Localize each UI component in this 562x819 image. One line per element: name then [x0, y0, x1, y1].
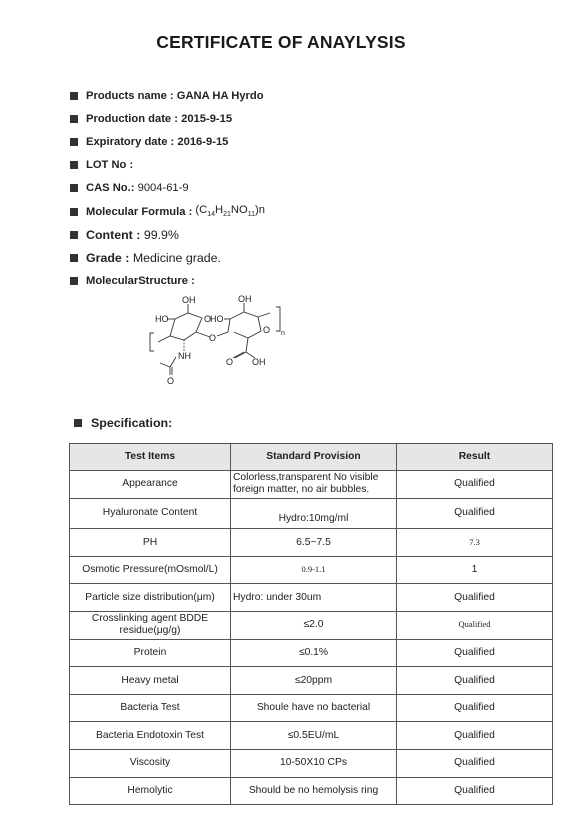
cell-result: Qualified — [397, 584, 553, 612]
cell-test-item: Osmotic Pressure(mOsmol/L) — [70, 556, 231, 584]
bond — [160, 363, 170, 367]
cell-standard: ≤2.0 — [231, 611, 397, 639]
cas-no-value: 9004-61-9 — [134, 182, 189, 195]
cell-result: Qualified — [397, 471, 553, 499]
label-ho-1: HO — [155, 314, 169, 324]
label-nh: NH — [178, 351, 191, 361]
bullet-square-icon — [70, 277, 78, 285]
formula-part: NO — [230, 204, 248, 217]
table-row — [70, 529, 553, 557]
table-row — [70, 694, 553, 722]
label-o-acetyl: O — [167, 376, 175, 386]
info-grade — [70, 246, 265, 269]
info-content — [70, 223, 265, 246]
label-o-carboxyl: O — [226, 357, 234, 367]
info-molecular-formula — [70, 200, 265, 223]
cell-result: Qualified — [397, 611, 553, 639]
cell-result: 1 — [397, 556, 553, 584]
bracket-left — [150, 333, 154, 351]
label-oh-1: OH — [182, 295, 196, 305]
bond — [170, 357, 176, 367]
cell-test-item: Bacteria Test — [70, 694, 231, 722]
table-header-row — [70, 444, 553, 471]
cell-standard: 6.5~7.5 — [231, 529, 397, 557]
table-row — [70, 471, 553, 499]
molecular-structure-diagram — [140, 291, 290, 387]
label-ho-2: HO — [210, 314, 224, 324]
cell-test-item: Viscosity — [70, 749, 231, 777]
bullet-square-icon — [70, 231, 78, 239]
cell-standard: Should be no hemolysis ring — [231, 777, 397, 805]
bond — [258, 313, 270, 317]
expiratory-date-text: Expiratory date : 2016-9-15 — [86, 135, 229, 148]
bond — [235, 352, 246, 358]
label-n-subscript: n — [281, 330, 285, 337]
info-expiratory-date — [70, 130, 265, 153]
info-molecular-structure — [70, 270, 265, 293]
cell-test-item: Appearance — [70, 471, 231, 499]
cell-test-item: Hyaluronate Content — [70, 498, 231, 529]
specification-heading-text: Specification: — [91, 416, 173, 430]
formula-part: H — [215, 204, 224, 217]
bullet-square-icon — [70, 254, 78, 262]
bond — [246, 338, 248, 352]
cell-standard: Shoule have no bacterial — [231, 694, 397, 722]
formula-part: (C — [192, 204, 208, 217]
bullet-square-icon — [70, 138, 78, 146]
table-row — [70, 584, 553, 612]
label-o-link: O — [209, 333, 217, 343]
formula-sub-o: 11 — [247, 211, 255, 219]
cell-standard: Hydro: under 30um — [231, 584, 397, 612]
specification-table — [69, 443, 553, 805]
label-o-ring-1: O — [204, 314, 212, 324]
molecular-formula-value — [192, 204, 265, 218]
cell-result: Qualified — [397, 694, 553, 722]
lot-no-label: LOT No : — [86, 159, 134, 172]
bullet-square-icon — [70, 92, 78, 100]
cell-result: Qualified — [397, 639, 553, 667]
cell-test-item: PH — [70, 529, 231, 557]
label-oh-carboxyl: OH — [252, 357, 266, 367]
bullet-square-icon — [74, 419, 82, 427]
bullet-square-icon — [70, 161, 78, 169]
cell-standard: Hydro:10mg/ml — [231, 498, 397, 529]
table-row — [70, 556, 553, 584]
molecular-structure-label: MolecularStructure : — [86, 275, 195, 288]
document-title: CERTIFICATE OF ANAYLYSIS — [156, 32, 406, 52]
bond — [196, 332, 210, 337]
molecular-formula-label: Molecular Formula : — [86, 205, 193, 218]
cas-no-label: CAS No.: — [86, 182, 135, 195]
cell-test-item: Protein — [70, 639, 231, 667]
bracket-right — [276, 307, 280, 331]
cell-result: 7.3 — [397, 529, 553, 557]
bullet-square-icon — [70, 115, 78, 123]
table-row — [70, 777, 553, 805]
table-row — [70, 667, 553, 695]
specification-heading — [74, 416, 172, 430]
info-cas-no — [70, 177, 265, 200]
product-info-list — [70, 84, 265, 293]
grade-value: Medicine grade. — [129, 250, 221, 265]
table-row — [70, 611, 553, 639]
bullet-square-icon — [70, 208, 78, 216]
cell-result: Qualified — [397, 498, 553, 529]
content-label: Content : — [86, 227, 141, 242]
cell-result: Qualified — [397, 749, 553, 777]
table-row — [70, 749, 553, 777]
column-header-result: Result — [397, 444, 553, 471]
grade-label: Grade : — [86, 250, 130, 265]
cell-standard: ≤20ppm — [231, 667, 397, 695]
cell-standard: 10-50X10 CPs — [231, 749, 397, 777]
cell-test-item: Crosslinking agent BDDE residue(μg/g) — [70, 611, 231, 639]
column-header-standard-provision: Standard Provision — [231, 444, 397, 471]
label-oh-2: OH — [238, 294, 252, 304]
column-header-test-items: Test Items — [70, 444, 231, 471]
formula-part: )n — [254, 204, 265, 217]
cell-standard: Colorless,transparent No visible foreign matter, no air bubbles. — [231, 471, 397, 499]
cell-result: Qualified — [397, 667, 553, 695]
info-production-date — [70, 107, 265, 130]
production-date-text: Production date : 2015-9-15 — [86, 112, 233, 125]
cell-test-item: Bacteria Endotoxin Test — [70, 722, 231, 750]
info-products — [70, 84, 265, 107]
content-value: 99.9% — [140, 227, 179, 242]
bond — [233, 352, 244, 358]
cell-standard: ≤0.1% — [231, 639, 397, 667]
table-row — [70, 498, 553, 529]
products-name-text: Products name : GANA HA Hyrdo — [86, 89, 264, 102]
cell-result: Qualified — [397, 777, 553, 805]
label-o-ring-2: O — [263, 325, 271, 335]
table-row — [70, 722, 553, 750]
formula-sub-c: 14 — [207, 211, 216, 219]
bullet-square-icon — [70, 184, 78, 192]
cell-standard: 0.9-1.1 — [231, 556, 397, 584]
cell-standard: ≤0.5EU/mL — [231, 722, 397, 750]
cell-test-item: Particle size distribution(μm) — [70, 584, 231, 612]
table-row — [70, 639, 553, 667]
formula-sub-h: 21 — [223, 211, 231, 219]
info-lot-no — [70, 154, 265, 177]
ring-2 — [217, 312, 261, 338]
cell-result: Qualified — [397, 722, 553, 750]
cell-test-item: Heavy metal — [70, 667, 231, 695]
cell-test-item: Hemolytic — [70, 777, 231, 805]
